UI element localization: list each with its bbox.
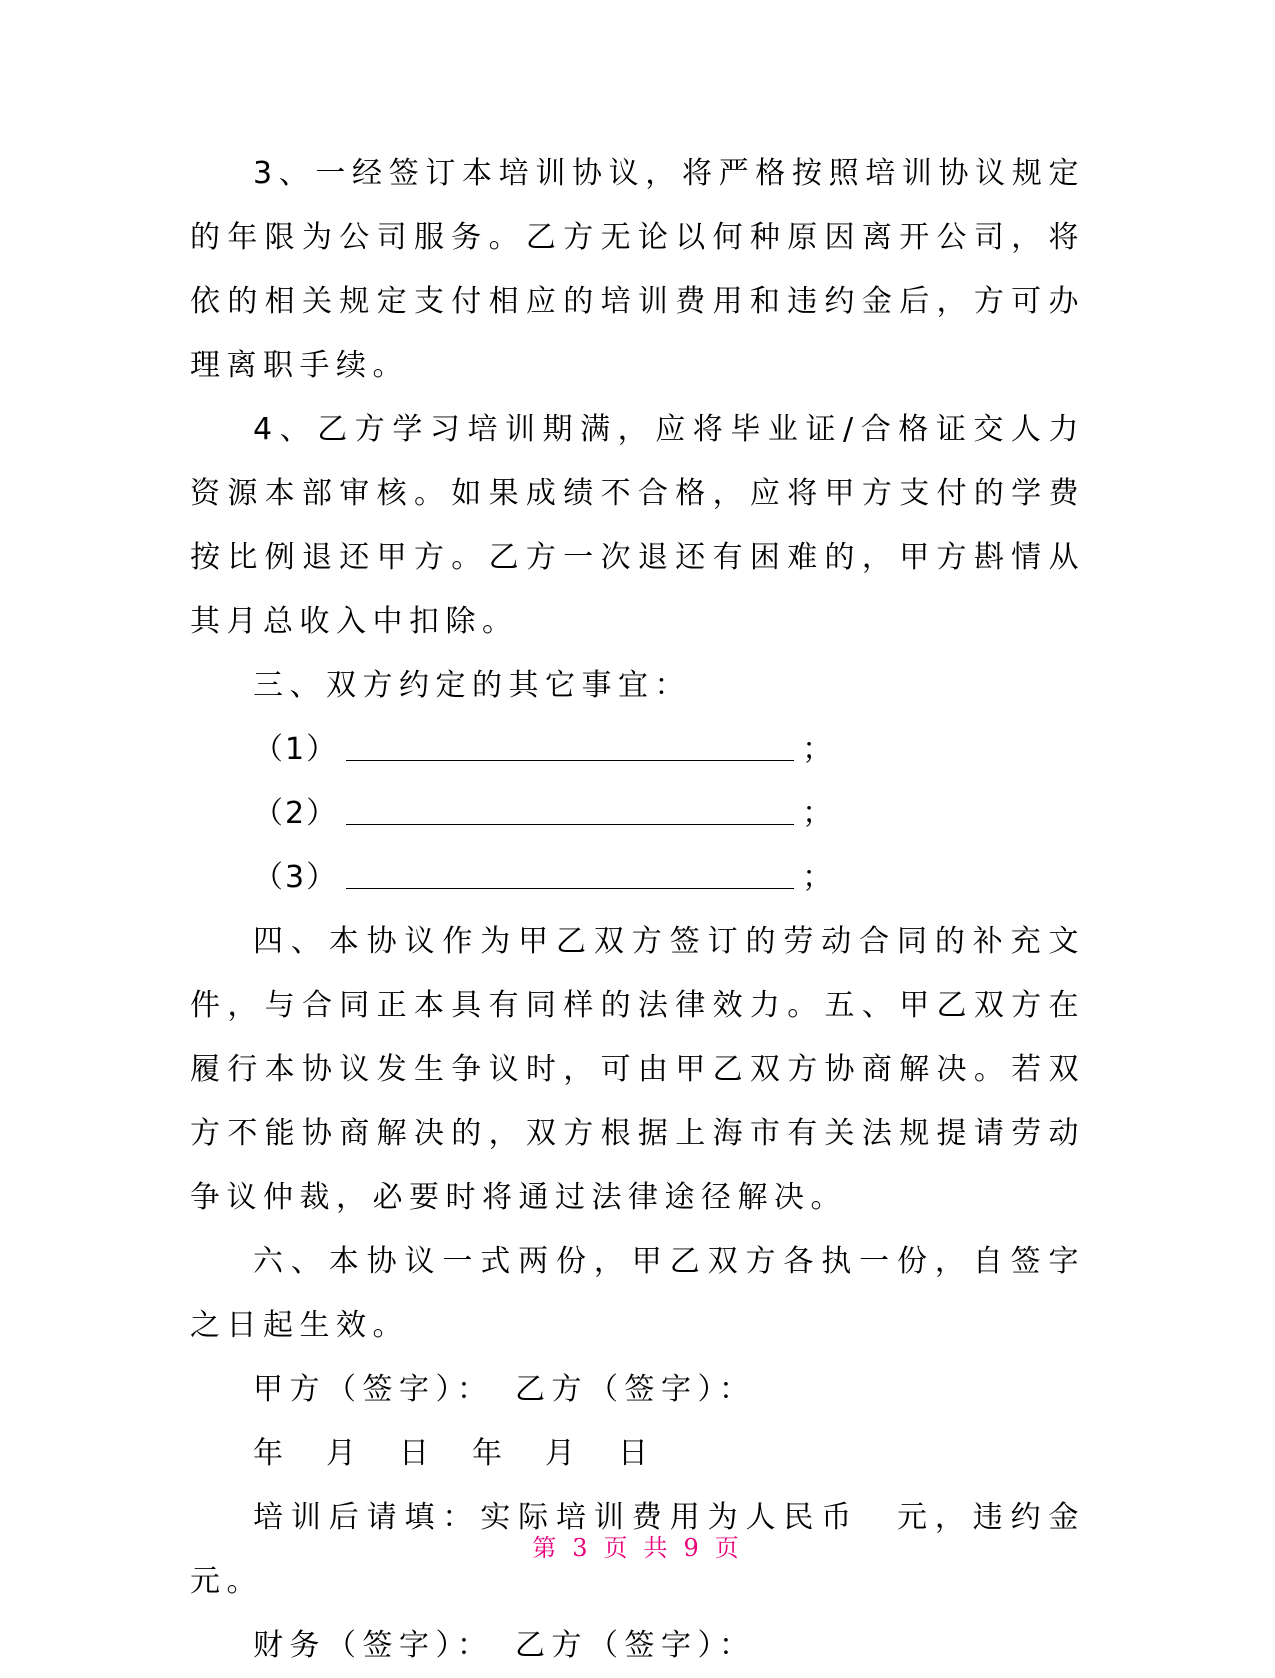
section-6: 六、本协议一式两份，甲乙双方各执一份，自签字之日起生效。 [190,1244,1085,1343]
signature-line-parties: 甲方（签字）： 乙方（签字）： [253,1372,756,1407]
page-footer [0,1528,1275,1563]
blank-item-number: （2） [253,796,339,831]
total-page-number: 9 [683,1534,703,1562]
blank-item-end: ； [802,732,839,767]
section-3-heading: 三、双方约定的其它事宜： [253,668,691,703]
signature-line-finance: 财务（签字）： 乙方（签字）： [253,1628,756,1663]
footer-word: 页 [714,1534,743,1562]
clause-3: 3、一经签订本培训协议，将严格按照培训协议规定的年限为公司服务。乙方无论以何种原因离开公司，将依的相关规定支付相应的培训费用和违约金后，方可办理离职手续。 [190,156,1085,383]
blank-item-3 [190,846,1085,910]
blank-item-1 [190,718,1085,782]
clause-4: 4、乙方学习培训期满，应将毕业证/合格证交人力资源本部审核。如果成绩不合格，应将甲方支付的学费按比例退还甲方。乙方一次退还有困难的，甲方斟情从其月总收入中扣除。 [190,412,1085,639]
document-body [190,142,1122,1678]
section-4-5: 四、本协议作为甲乙双方签订的劳动合同的补充文件，与合同正本具有同样的法律效力。五、甲乙双方在履行本协议发生争议时，可由甲乙双方协商解决。若双方不能协商解决的，双方根据上海市有关法规提请劳动争议仲裁，必要时将通过法律途径解决。 [190,924,1085,1215]
blank-item-end: ； [802,860,839,895]
fill-in-blank[interactable] [346,856,794,889]
date-line: 年 月 日 年 月 日 [253,1436,655,1471]
fill-in-blank[interactable] [346,728,794,761]
current-page-number: 3 [572,1534,592,1562]
footer-word: 共 [643,1534,672,1562]
fill-in-blank[interactable] [346,792,794,825]
post-training-fill: 培训后请填：实际培训费用为人民币 元，违约金 元。 [190,1500,1122,1599]
blank-item-number: （3） [253,860,339,895]
blank-item-number: （1） [253,732,339,767]
footer-word: 第 [532,1534,561,1562]
blank-item-end: ； [802,796,839,831]
footer-word: 页 [603,1534,632,1562]
blank-item-2 [190,782,1085,846]
